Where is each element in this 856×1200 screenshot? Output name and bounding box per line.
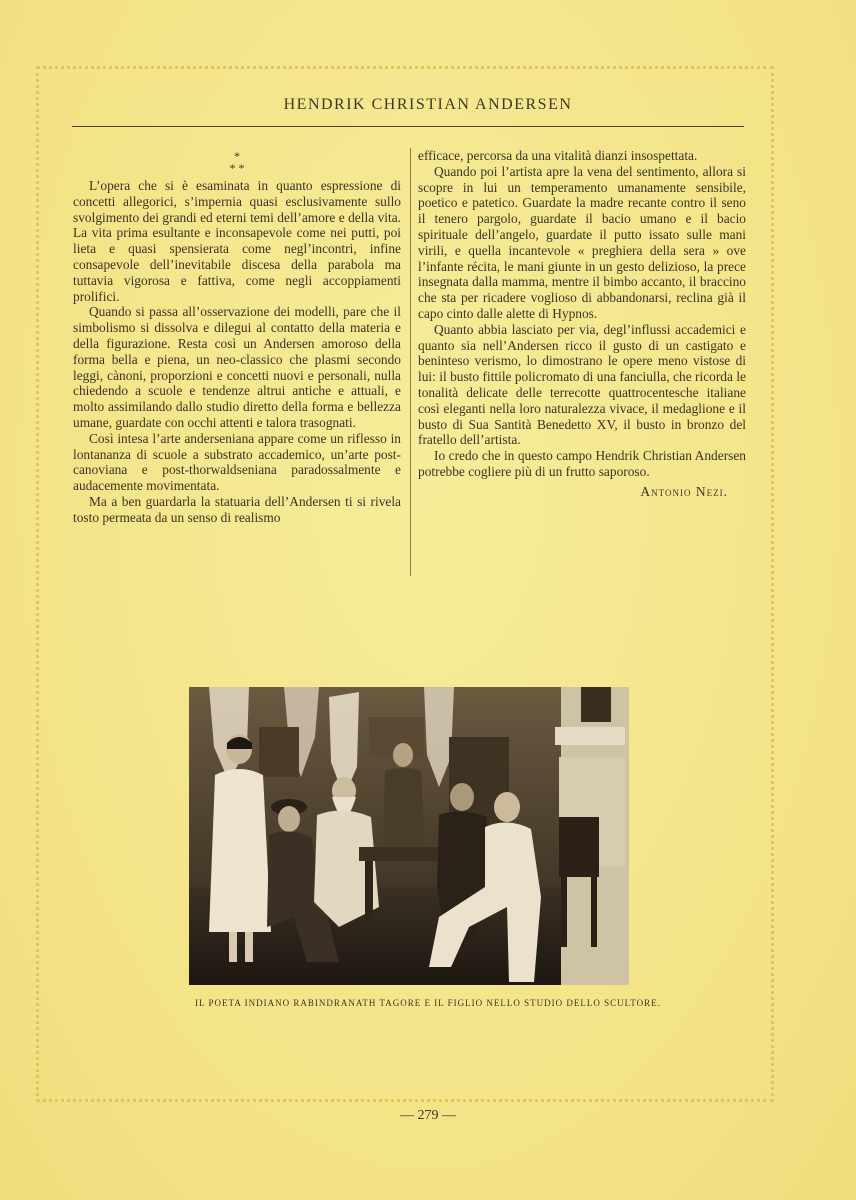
- photo-caption: IL POETA INDIANO RABINDRANATH TAGORE E IL FIGLIO NELLO STUDIO DELLO SCULTORE.: [195, 998, 661, 1008]
- page-number: — 279 —: [400, 1108, 456, 1123]
- paragraph: Quanto abbia lasciato per via, degl’influssi accademici e quanto sia nell’Andersen ricco il gusto di un castigato e beninteso verismo, lo dimostrano le opere meno vistose di lui: il busto fittile policromato di una fanciulla, che ricorda le tonalità delicate delle terrecotte quattrocentesche italiane così eleganti nella loro naturalezza vivace, il medaglione e il busto di Sua Santità Benedetto XV, il busto in bronzo del fratello dell’artista.: [418, 321, 746, 448]
- header-rule: [72, 126, 744, 127]
- paragraph: L’opera che si è esaminata in quanto espressione di concetti allegorici, s’impernia quasi esclusivamente sullo svolgimento dei grandi ed eterni temi dell’amore e della vita. La vita prima esultante e inconsapevole come nei putti, poi lieta e quasi spensierata come negl’incontri, infine consapevole dell’inevitabile discesa della parabola ma tuttavia vigorosa e fattiva, come negli accoppiamenti prolifici.: [73, 178, 401, 304]
- paragraph: Io credo che in questo campo Hendrik Christian Andersen potrebbe cogliere più di un frutto saporoso.: [418, 448, 746, 479]
- section-mark-bottom: * *: [229, 161, 245, 175]
- author-signature: Antonio Nezi.: [640, 483, 728, 499]
- photo-illustration: [189, 687, 629, 985]
- paragraph: Quando poi l’artista apre la vena del sentimento, allora si scopre in lui un temperamento umanamente sensibile, poetico e patetico. Guardate la madre recante contro il seno il tenero pargolo, guardate il bacio umano e il bacio spirituale dell’angelo, guardate il putto issato sulle mani virili, e quella incantevole « preghiera della sera » ove l’infante récita, le mani giunte in un gesto delizioso, la prece insegnata dalla mamma, mentre il bimbo accanto, il braccino che sta per ricadere voglioso di abbandonarsi, reclina già il capo cinto dalle alette di Hypnos.: [418, 163, 746, 321]
- paragraph: Quando si passa all’osservazione dei modelli, pare che il simbolismo si dissolva e dilegui al contatto della materia e della figurazione. Resta così un Andersen amoroso della forma bella e piena, un neo-classico che plasmi secondo leggi, cànoni, proporzioni e concetti nuovi e personali, nulla chiedendo a scuole e tendenze altrui antiche e attuali, e molto assimilando dallo studio diretto della forma e bellezza umane, guardate con occhi attenti e talora trasognati.: [73, 304, 401, 430]
- running-title: HENDRIK CHRISTIAN ANDERSEN: [283, 96, 573, 113]
- section-mark: [73, 148, 401, 178]
- column-divider: [410, 148, 411, 576]
- right-column: [418, 148, 746, 500]
- section-mark-top: *: [234, 149, 240, 163]
- left-column: [73, 148, 401, 526]
- photograph-tagore-studio: [189, 687, 629, 985]
- paragraph-continued: efficace, percorsa da una vitalità dianzi insospettata.: [418, 148, 698, 163]
- paragraph: Così intesa l’arte anderseniana appare come un riflesso in lontananza di scuole a substrato accademico, un’arte post-canoviana e post-thorwaldseniana paradossalmente e audacemente movimentata.: [73, 430, 401, 494]
- paragraph: Ma a ben guardarla la statuaria dell’Andersen ti si rivela tosto permeata da un senso di realismo: [73, 493, 401, 525]
